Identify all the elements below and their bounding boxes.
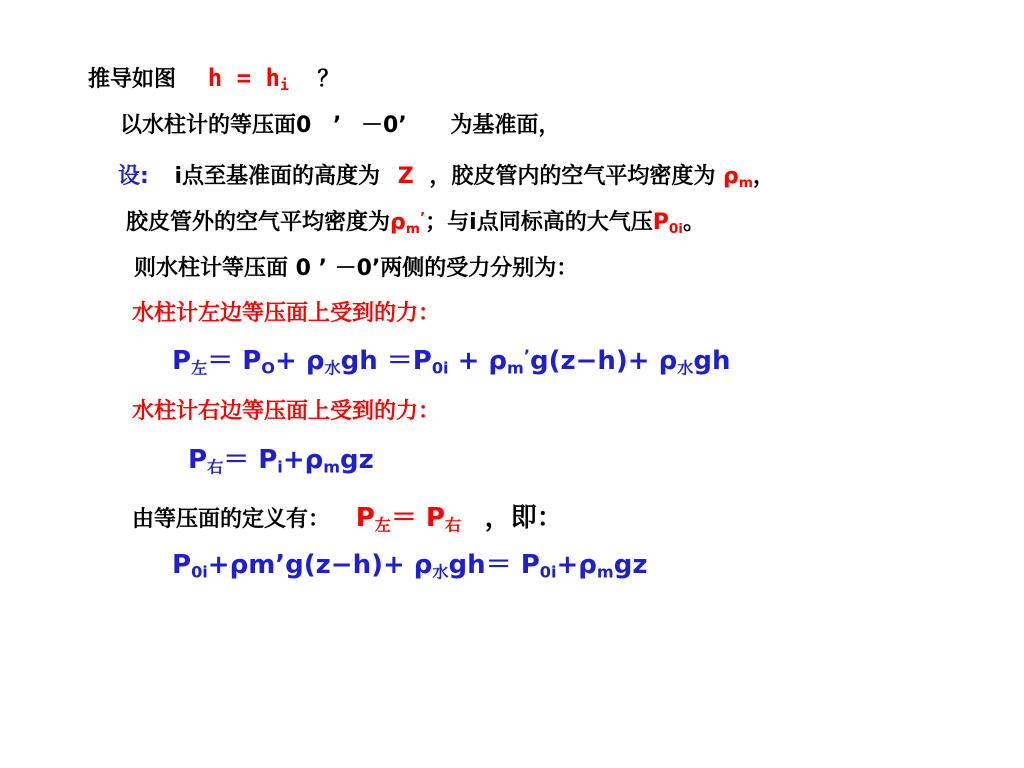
left-force-equation: $P_左= P_O+ \rho_水gh =P_{0i} + \rho_m^’g(z-h)+ \rho_水gh$ bbox=[172, 345, 731, 378]
assume-label: 设: bbox=[118, 164, 149, 189]
heading-text: 推导如图 bbox=[88, 67, 177, 92]
definition-line: 由等压面的定义有： $P_左= P_右$ ，即： bbox=[132, 503, 563, 535]
reference-plane-line: 以水柱计的等压面0 ’ －0’ 为基准面， bbox=[120, 113, 561, 138]
final-equation: $P_{0i}+\rho m’g(z-h)+ \rho_水gh= P_{0i}+\rho_mgz$ bbox=[172, 550, 648, 582]
rho-m: $\rho_m$ bbox=[723, 164, 753, 191]
question-mark: ？ bbox=[317, 67, 340, 92]
derivation-heading bbox=[88, 64, 340, 95]
formula-h-equals-hi: $h = h_i$ bbox=[207, 64, 289, 95]
right-force-heading: 水柱计右边等压面上受到的力： bbox=[132, 399, 441, 424]
forces-intro: 则水柱计等压面 0 ’ －0’两侧的受力分别为： bbox=[134, 256, 579, 281]
p-left-equals-p-right: $P_左= P_右$ bbox=[355, 503, 462, 535]
height-z: Z bbox=[397, 164, 414, 189]
left-force-heading: 水柱计左边等压面上受到的力： bbox=[132, 301, 441, 326]
assumption-line-1: 设: i点至基准面的高度为 Z ，胶皮管内的空气平均密度为 $\rho_m$， bbox=[118, 164, 775, 191]
p0i: $P_{0i}$ bbox=[652, 210, 683, 237]
right-force-equation: $P_右= P_i+\rho_mgz$ bbox=[188, 445, 374, 477]
rho-m-prime: $\rho_m^’$ bbox=[390, 210, 426, 237]
assumption-line-2: 胶皮管外的空气平均密度为$\rho_m^’$；与i点同标高的大气压$P_{0i}$。 bbox=[126, 210, 705, 237]
